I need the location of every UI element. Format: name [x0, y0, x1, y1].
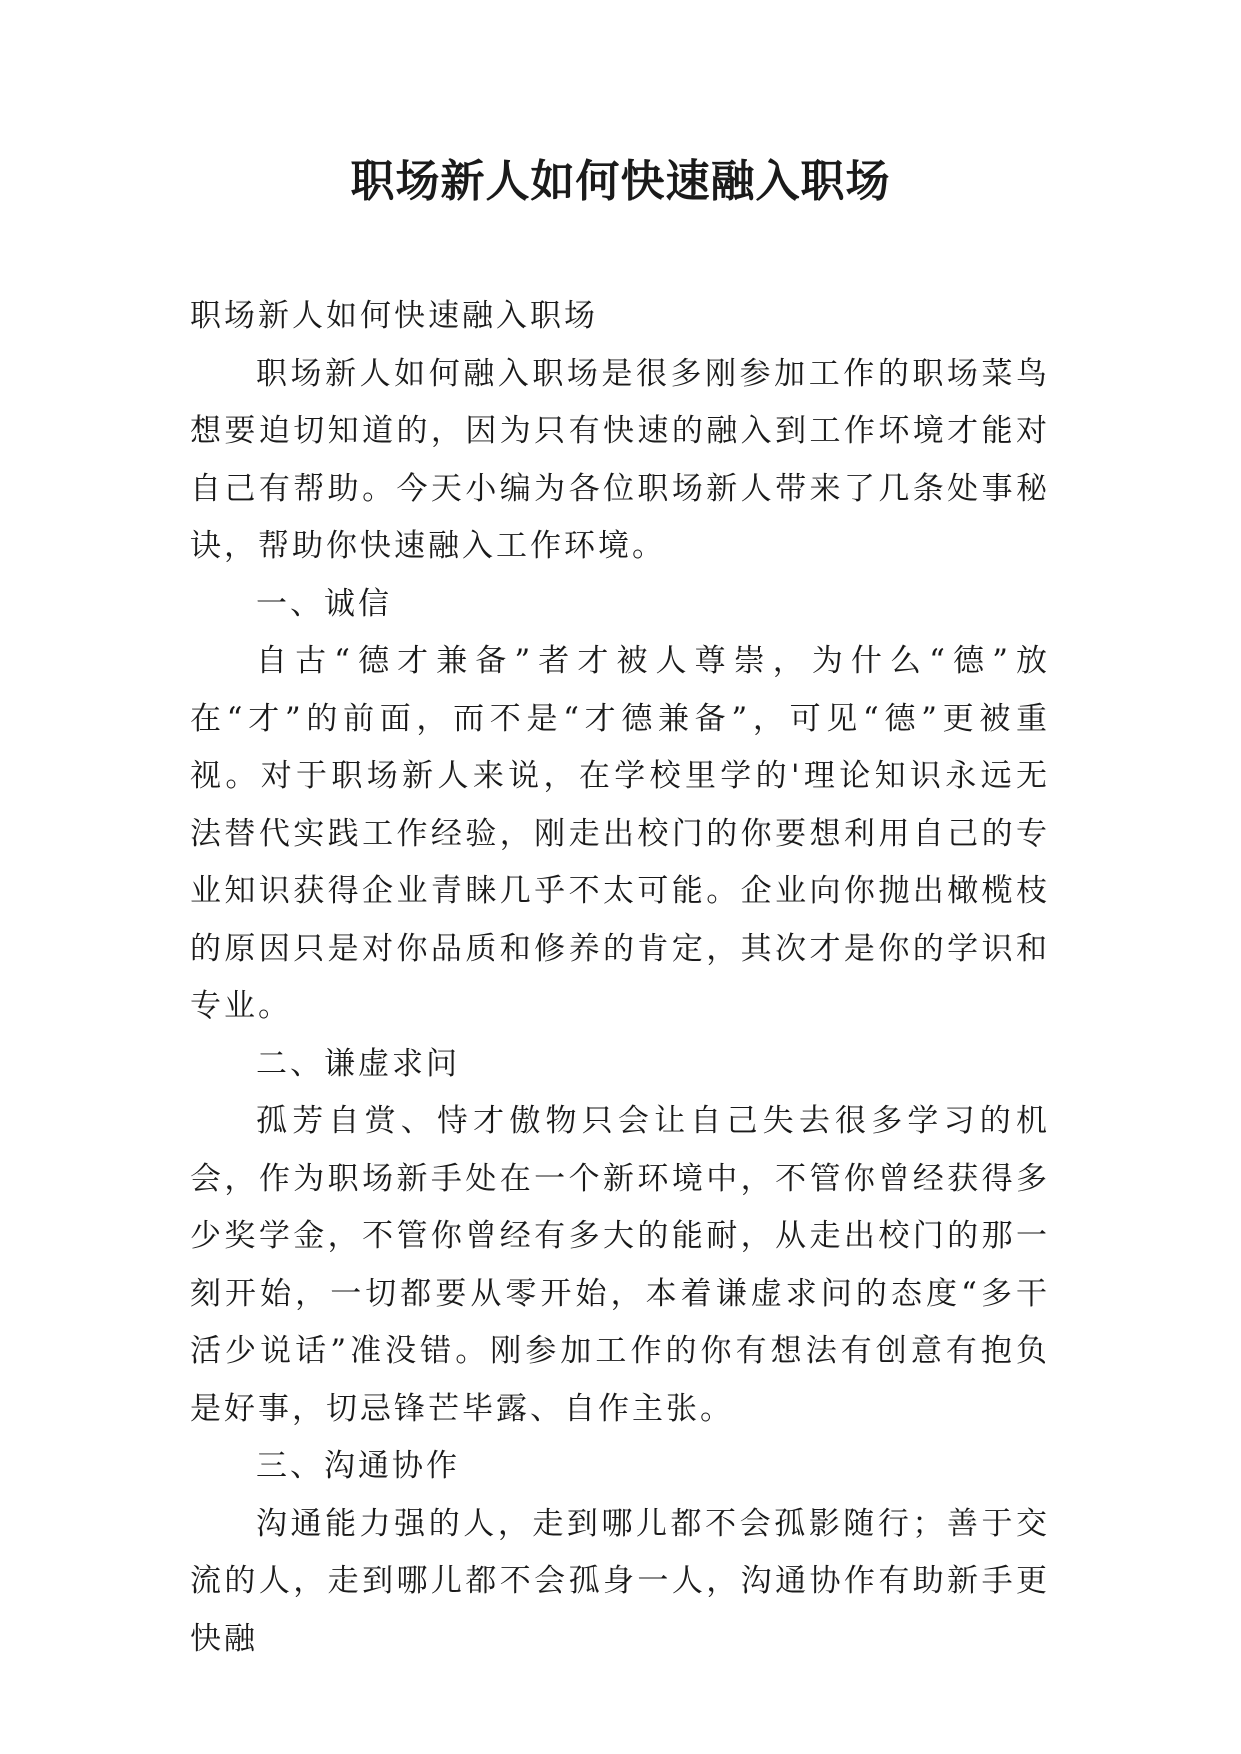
- page-title: 职场新人如何快速融入职场: [350, 156, 891, 207]
- humility-paragraph: 孤芳自赏、恃才傲物只会让自己失去很多学习的机会，作为职场新手处在一个新环境中，不管你曾经获得多少奖学金，不管你曾经有多大的能耐，从走出校门的那一刻开始，一切都要从零开始，本着谦虚求问的态度“多干活少说话”准没错。刚参加工作的你有想法有创意有抱负是好事，切忌锋芒毕露、自作主张。: [190, 1103, 1050, 1427]
- communication-paragraph: 沟通能力强的人，走到哪儿都不会孤影随行；善于交流的人，走到哪儿都不会孤身一人，沟通协作有助新手更快融: [190, 1505, 1050, 1657]
- section-heading-integrity: 一、诚信: [256, 585, 392, 622]
- integrity-paragraph: 自古“德才兼备”者才被人尊崇，为什么“德”放在“才”的前面，而不是“才德兼备”，可见“德”更被重视。对于职场新人来说，在学校里学的'理论知识永远无法替代实践工作经验，刚走出校门的你要想利用自己的专业知识获得企业青睐几乎不太可能。企业向你抛出橄榄枝的原因只是对你品质和修养的肯定，其次才是你的学识和专业。: [190, 643, 1050, 1024]
- section-heading-humility: 二、谦虚求问: [256, 1045, 460, 1082]
- intro-paragraph: 职场新人如何融入职场是很多刚参加工作的职场菜鸟想要迫切知道的，因为只有快速的融入到工作坏境才能对自己有帮助。今天小编为各位职场新人带来了几条处事秘诀，帮助你快速融入工作环境。: [190, 355, 1050, 564]
- document-body: [190, 288, 1050, 1668]
- subtitle-paragraph: 职场新人如何快速融入职场: [190, 298, 598, 334]
- section-heading-communication: 三、沟通协作: [256, 1448, 460, 1484]
